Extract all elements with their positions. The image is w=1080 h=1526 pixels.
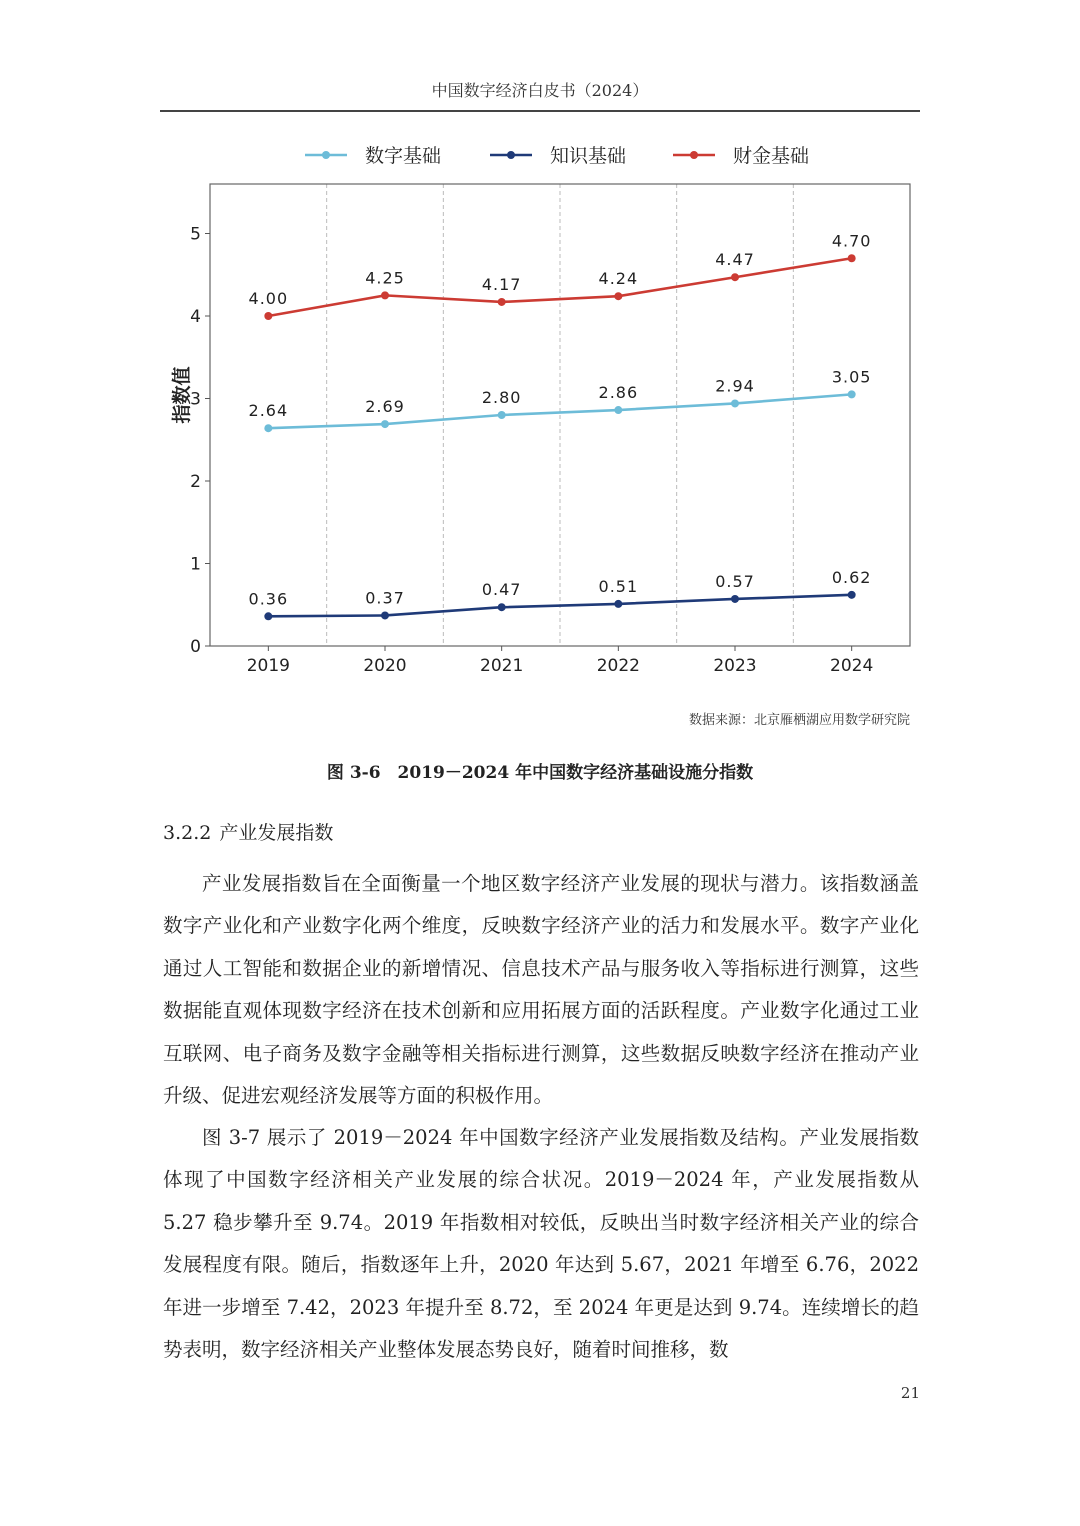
x-tick-label: 2023	[713, 656, 757, 676]
x-tick-label: 2022	[596, 656, 640, 676]
x-tick-label: 2020	[363, 656, 407, 676]
paragraph-text: 图 3-7 展示了 2019－2024 年中国数字经济产业发展指数及结构。产业发展指数体现了中国数字经济相关产业发展的综合状况。2019－2024 年，产业发展指数从 5.27 稳步攀升至 9.74。2019 年指数相对较低，反映出当时数字经济相关产业的综合发展程度有限。随后，指数逐年上升，2020 年达到 5.67，2021 年增至 6.76，2022 年进一步增至 7.42，2023 年提升至 8.72，至 2024 年更是达到 9.74。连续增长的趋势表明，数字经济相关产业整体发展态势良好，随着时间推移，数	[163, 1126, 919, 1362]
section-heading	[163, 818, 333, 845]
legend-marker	[322, 151, 330, 159]
data-point	[498, 298, 506, 306]
data-point	[731, 273, 739, 281]
data-label: 0.57	[715, 571, 755, 591]
section-title: 产业发展指数	[219, 822, 334, 844]
data-label: 2.86	[598, 383, 639, 403]
data-label: 4.25	[365, 268, 405, 288]
legend-label: 知识基础	[550, 145, 627, 167]
x-tick-label: 2021	[480, 656, 524, 676]
data-label: 0.62	[831, 567, 872, 587]
page-number: 21	[900, 1384, 920, 1402]
legend-marker	[690, 151, 698, 159]
data-point	[614, 600, 622, 608]
data-point	[731, 595, 739, 603]
data-label: 0.37	[365, 588, 405, 608]
data-point	[498, 603, 506, 611]
paragraph	[163, 1117, 919, 1371]
data-label: 4.47	[715, 250, 755, 270]
data-point	[381, 611, 389, 619]
x-tick-label: 2024	[830, 656, 874, 676]
paragraph	[163, 863, 919, 1117]
data-point	[731, 399, 739, 407]
y-tick-label: 5	[190, 224, 201, 245]
data-point	[381, 291, 389, 299]
data-label: 4.00	[248, 289, 289, 308]
data-label: 4.70	[831, 231, 872, 251]
series-line	[268, 258, 851, 316]
data-label: 4.17	[481, 274, 522, 294]
data-label: 2.94	[715, 376, 755, 396]
data-point	[498, 411, 506, 419]
data-label: 0.36	[248, 589, 289, 609]
y-tick-label: 4	[190, 307, 201, 327]
running-header: 中国数字经济白皮书（2024）	[431, 81, 649, 100]
source-note: 数据来源：北京雁栖湖应用数学研究院	[688, 713, 910, 728]
y-tick-label: 0	[190, 637, 201, 657]
data-point	[614, 292, 622, 300]
data-label: 2.64	[248, 401, 289, 421]
line-chart	[160, 128, 930, 748]
legend-label: 财金基础	[733, 145, 810, 167]
data-label: 0.47	[481, 580, 522, 600]
data-point	[848, 254, 856, 262]
y-tick-label: 2	[190, 472, 201, 492]
paragraph-text: 产业发展指数旨在全面衡量一个地区数字经济产业发展的现状与潜力。该指数涵盖数字产业化和产业数字化两个维度，反映数字经济产业的活力和发展水平。数字产业化通过人工智能和数据企业的新增情况、信息技术产品与服务收入等指标进行测算，这些数据能直观体现数字经济在技术创新和应用拓展方面的活跃程度。产业数字化通过工业互联网、电子商务及数字金融等相关指标进行测算，这些数据反映数字经济在推动产业升级、促进宏观经济发展等方面的积极作用。	[163, 872, 919, 1108]
section-number: 3.2.2	[163, 822, 212, 844]
legend-marker	[507, 151, 515, 159]
data-point	[264, 312, 272, 320]
figure-caption: 图 3-6 2019－2024 年中国数字经济基础设施分指数	[326, 763, 754, 783]
header-rule	[160, 110, 920, 112]
data-label: 2.69	[365, 397, 405, 417]
data-point	[381, 420, 389, 428]
data-point	[264, 424, 272, 432]
data-point	[264, 612, 272, 620]
y-axis-label: 指数值	[171, 366, 193, 424]
data-point	[848, 591, 856, 599]
y-tick-label: 1	[190, 554, 201, 575]
data-point	[848, 390, 856, 398]
data-label: 2.80	[481, 388, 522, 407]
data-label: 3.05	[831, 367, 872, 387]
data-label: 0.51	[598, 576, 639, 596]
legend-label: 数字基础	[365, 145, 442, 167]
y-tick-label: 3	[190, 389, 201, 410]
data-label: 4.24	[598, 269, 639, 289]
data-point	[614, 406, 622, 414]
x-tick-label: 2019	[246, 656, 290, 676]
